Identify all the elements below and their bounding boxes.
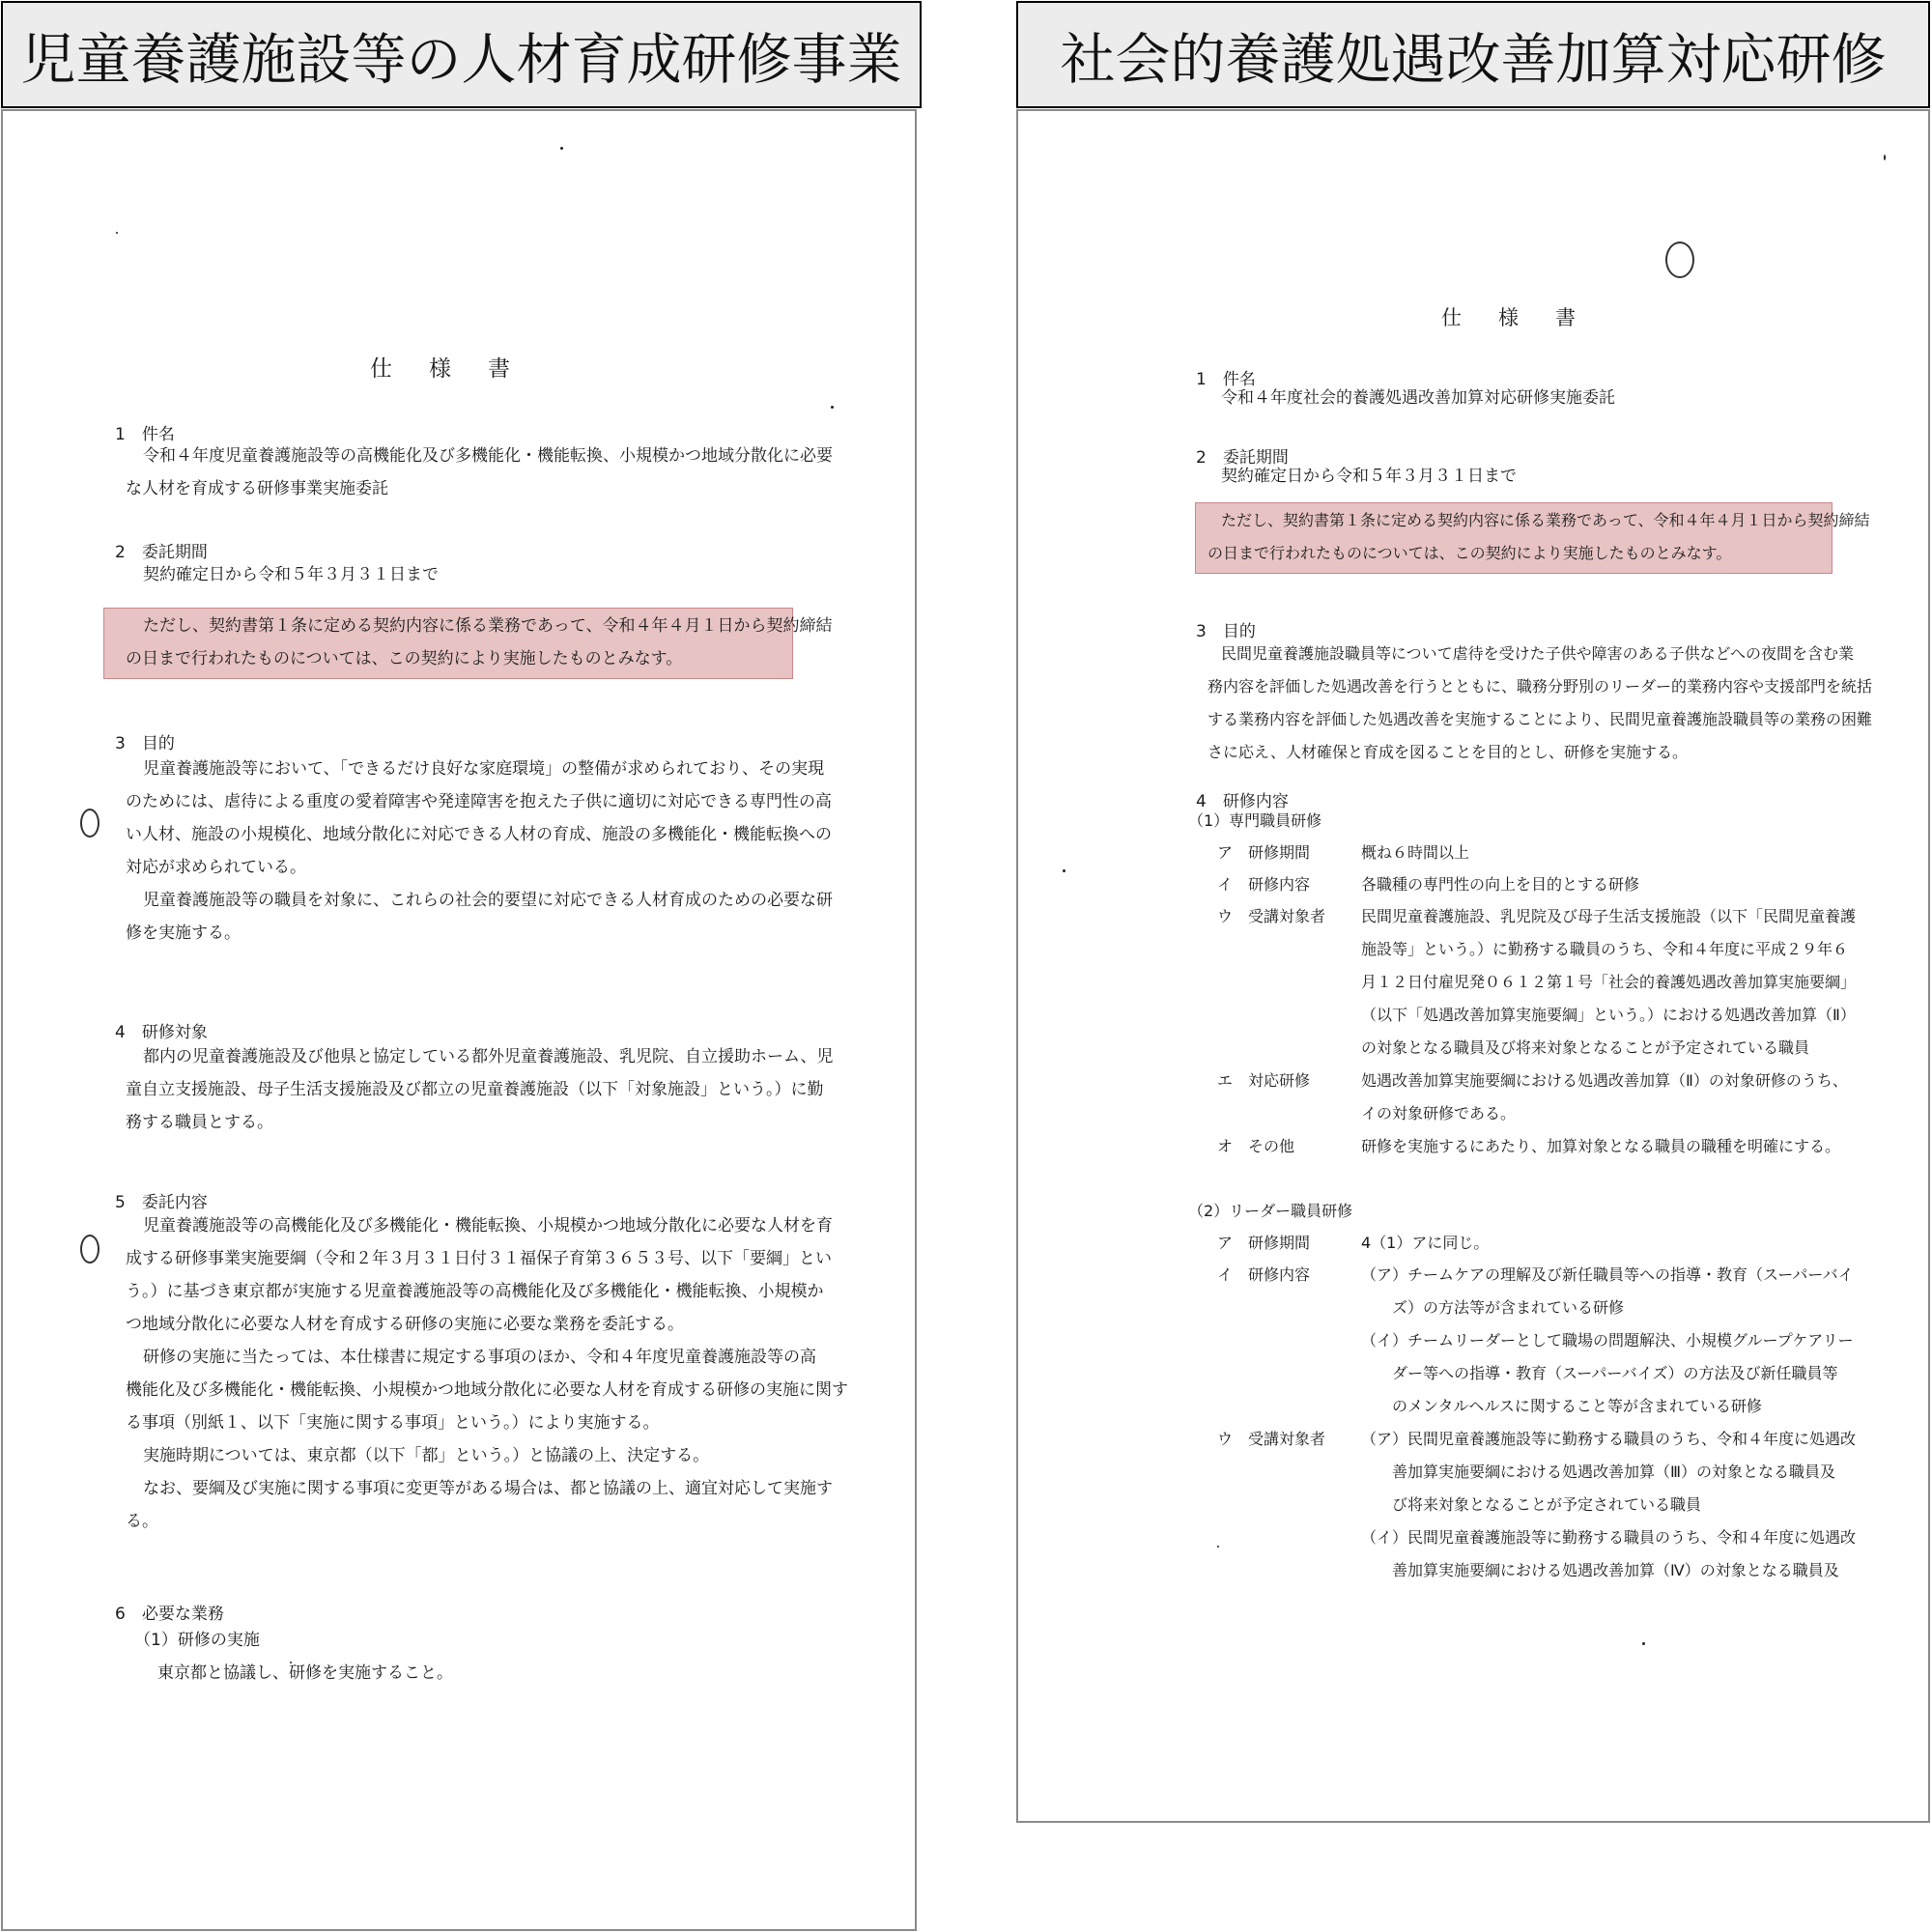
right-s4-title: 4 研修内容 (1196, 792, 1289, 811)
left-s6-title: 6 必要な業務 (115, 1605, 224, 1624)
left-doc-heading: 仕様書 (370, 356, 547, 382)
right-sub2-row-3-line-1: （ア）民間児童養護施設等に勤務する職員のうち、令和４年度に処遇改 (1361, 1430, 1857, 1448)
left-s3-title: 3 目的 (115, 734, 175, 753)
scan-speck (1063, 869, 1065, 872)
right-circle-mark (1665, 242, 1694, 278)
left-s5-line-10: る。 (126, 1512, 158, 1531)
right-sub2-row-1-label: ア 研修期間 (1217, 1234, 1311, 1252)
right-sub1-row-3-label: ウ 受講対象者 (1217, 907, 1326, 925)
left-s5-line-6: 機能化及び多機能化・機能転換、小規模かつ地域分散化に必要な人材を育成する研修の実施に関す (126, 1380, 848, 1400)
left-s1-title: 1 件名 (115, 425, 175, 444)
right-sub1-row-5-value: 研修を実施するにあたり、加算対象となる職員の職種を明確にする。 (1361, 1137, 1841, 1155)
right-sub2-row-2-line-5: のメンタルヘルスに関すること等が含まれている研修 (1361, 1397, 1762, 1415)
right-doc-heading: 仕様書 (1441, 306, 1612, 329)
left-s6-line: 東京都と協議し、研修を実施すること。 (157, 1663, 453, 1683)
left-s5-title: 5 委託内容 (115, 1193, 208, 1212)
right-s2-highlight-1: ただし、契約書第１条に定める契約内容に係る業務であって、令和４年４月１日から契約締結 (1221, 511, 1870, 529)
left-s3-line-2: のためには、虐待による重度の愛着障害や発達障害を抱えた子供に適切に対応できる専門性の高 (126, 792, 832, 811)
left-specification-page (1, 109, 917, 1931)
scan-speck (831, 406, 834, 409)
right-sub2-row-3-line-4: （イ）民間児童養護施設等に勤務する職員のうち、令和４年度に処遇改 (1361, 1528, 1857, 1547)
right-sub1-row-4-line-2: イの対象研修である。 (1361, 1104, 1517, 1122)
right-sub1-row-2-label: イ 研修内容 (1217, 875, 1311, 894)
right-sub2-row-2-line-2: ズ）の方法等が含まれている研修 (1361, 1298, 1625, 1317)
right-s2-title: 2 委託期間 (1196, 448, 1289, 468)
scan-speck (290, 1662, 292, 1663)
right-sub2-row-2-line-3: （イ）チームリーダーとして職場の問題解決、小規模グループケアリー (1361, 1331, 1854, 1350)
right-sub2-title: （2）リーダー職員研修 (1188, 1202, 1353, 1220)
left-s5-line-2: 成する研修事業実施要綱（令和２年３月３１日付３１福保子育第３６５３号、以下「要綱」とい (126, 1249, 832, 1268)
right-sub1-row-1-label: ア 研修期間 (1217, 843, 1311, 862)
right-s3-line-1: 民間児童養護施設職員等について虐待を受けた子供や障害のある子供などへの夜間を含む業 (1221, 644, 1855, 663)
right-s3-line-2: 務内容を評価した処遇改善を行うとともに、職務分野別のリーダー的業務内容や支援部門を統括 (1208, 677, 1873, 696)
right-sub2-row-2-line-4: ダー等への指導・教育（スーパーバイズ）の方法及び新任職員等 (1361, 1364, 1838, 1382)
left-s5-line-9: なお、要綱及び実施に関する事項に変更等がある場合は、都と協議の上、適宜対応して実施す (143, 1479, 833, 1498)
right-sub2-row-1-value: 4（1）アに同じ。 (1361, 1234, 1490, 1252)
scan-speck (560, 147, 563, 150)
left-s2-title: 2 委託期間 (115, 543, 208, 562)
right-sub1-row-4-line-1: 処遇改善加算実施要綱における処遇改善加算（Ⅱ）の対象研修のうち、 (1361, 1071, 1848, 1090)
right-s3-title: 3 目的 (1196, 622, 1256, 641)
right-sub2-row-3-line-2: 善加算実施要綱における処遇改善加算（Ⅲ）の対象となる職員及 (1361, 1463, 1836, 1481)
right-sub1-row-1-value: 概ね６時間以上 (1361, 843, 1470, 862)
right-s2-highlight-2: の日まで行われたものについては、この契約により実施したものとみなす。 (1208, 544, 1732, 562)
left-s5-line-1: 児童養護施設等の高機能化及び多機能化・機能転換、小規模かつ地域分散化に必要な人材を育 (143, 1216, 833, 1236)
right-sub1-row-3-line-3: 月１２日付雇児発０６１２第１号「社会的養護処遇改善加算実施要綱」 (1361, 973, 1857, 991)
right-sub1-row-5-label: オ その他 (1217, 1137, 1295, 1155)
right-s3-line-3: する業務内容を評価した処遇改善を実施することにより、民間児童養護施設職員等の業務の困難 (1208, 710, 1873, 728)
right-sub2-row-3-label: ウ 受講対象者 (1217, 1430, 1326, 1448)
scan-speck (116, 232, 118, 234)
left-s3-line-4: 対応が求められている。 (126, 858, 306, 877)
left-s3-line-1: 児童養護施設等において、「できるだけ良好な家庭環境」の整備が求められており、その実現 (143, 759, 825, 779)
left-s5-line-3: う。）に基づき東京都が実施する児童養護施設等の高機能化及び多機能化・機能転換、小規模か (126, 1282, 824, 1301)
left-s5-line-8: 実施時期については、東京都（以下「都」という。）と協議の上、決定する。 (143, 1446, 710, 1465)
left-s3-line-5: 児童養護施設等の職員を対象に、これらの社会的要望に対応できる人材育成のための必要な研 (143, 891, 833, 910)
right-sub1-row-4-label: エ 対応研修 (1217, 1071, 1311, 1090)
left-s4-line-3: 務する職員とする。 (126, 1113, 273, 1132)
right-sub2-row-2-line-1: （ア）チームケアの理解及び新任職員等への指導・教育（スーパーバイ (1361, 1265, 1854, 1284)
right-s1-line: 令和４年度社会的養護処遇改善加算対応研修実施委託 (1221, 388, 1615, 408)
right-sub1-row-3-line-5: の対象となる職員及び将来対象となることが予定されている職員 (1361, 1038, 1810, 1057)
left-s5-line-7: る事項（別紙１、以下「実施に関する事項」という。）により実施する。 (126, 1413, 660, 1433)
left-s4-line-2: 童自立支援施設、母子生活支援施設及び都立の児童養護施設（以下「対象施設」という。）に勤 (126, 1080, 824, 1099)
left-s2-line: 契約確定日から令和５年３月３１日まで (143, 565, 439, 584)
left-margin-circle-mark-2 (80, 1235, 99, 1264)
right-specification-page (1016, 109, 1930, 1823)
left-s3-line-3: い人材、施設の小規模化、地域分散化に対応できる人材の育成、施設の多機能化・機能転換への (126, 825, 832, 844)
left-margin-circle-mark (80, 809, 99, 838)
scan-speck (1217, 1546, 1219, 1548)
left-s2-highlight-1: ただし、契約書第１条に定める契約内容に係る業務であって、令和４年４月１日から契約締結 (143, 616, 833, 636)
scan-speck (1884, 155, 1886, 160)
right-s3-line-4: さに応え、人材確保と育成を図ることを目的とし、研修を実施する。 (1208, 743, 1688, 761)
right-sub2-row-3-line-3: び将来対象となることが予定されている職員 (1361, 1495, 1702, 1514)
left-s5-line-5: 研修の実施に当たっては、本仕様書に規定する事項のほか、令和４年度児童養護施設等の高 (143, 1348, 816, 1367)
right-sub1-row-3-line-4: （以下「処遇改善加算実施要綱」という。）における処遇改善加算（Ⅱ） (1361, 1006, 1856, 1024)
right-sub1-row-3-line-1: 民間児童養護施設、乳児院及び母子生活支援施設（以下「民間児童養護 (1361, 907, 1857, 925)
left-document-title: 児童養護施設等の人材育成研修事業 (1, 1, 922, 108)
right-sub1-row-2-value: 各職種の専門性の向上を目的とする研修 (1361, 875, 1640, 894)
left-s1-line-2: な人材を育成する研修事業実施委託 (126, 479, 388, 498)
right-document-title: 社会的養護処遇改善加算対応研修 (1016, 1, 1930, 108)
right-sub1-row-3-line-2: 施設等」という。）に勤務する職員のうち、令和４年度に平成２９年６ (1361, 940, 1849, 958)
right-s1-title: 1 件名 (1196, 370, 1256, 389)
left-s1-line-1: 令和４年度児童養護施設等の高機能化及び多機能化・機能転換、小規模かつ地域分散化に必要 (143, 446, 833, 466)
scan-speck (1642, 1642, 1645, 1645)
right-sub1-title: （1）専門職員研修 (1188, 811, 1322, 830)
left-s4-title: 4 研修対象 (115, 1023, 208, 1042)
left-s2-highlight-2: の日まで行われたものについては、この契約により実施したものとみなす。 (126, 649, 683, 668)
left-s4-line-1: 都内の児童養護施設及び他県と協定している都外児童養護施設、乳児院、自立援助ホーム、児 (143, 1047, 834, 1066)
right-sub2-row-3-line-5: 善加算実施要綱における処遇改善加算（Ⅳ）の対象となる職員及 (1361, 1561, 1839, 1579)
left-s3-line-6: 修を実施する。 (126, 923, 241, 943)
left-s6-sub: （1）研修の実施 (134, 1631, 260, 1650)
left-s5-line-4: つ地域分散化に必要な人材を育成する研修の実施に必要な業務を委託する。 (126, 1315, 684, 1334)
right-sub2-row-2-label: イ 研修内容 (1217, 1265, 1311, 1284)
right-s2-line: 契約確定日から令和５年３月３１日まで (1221, 467, 1517, 486)
